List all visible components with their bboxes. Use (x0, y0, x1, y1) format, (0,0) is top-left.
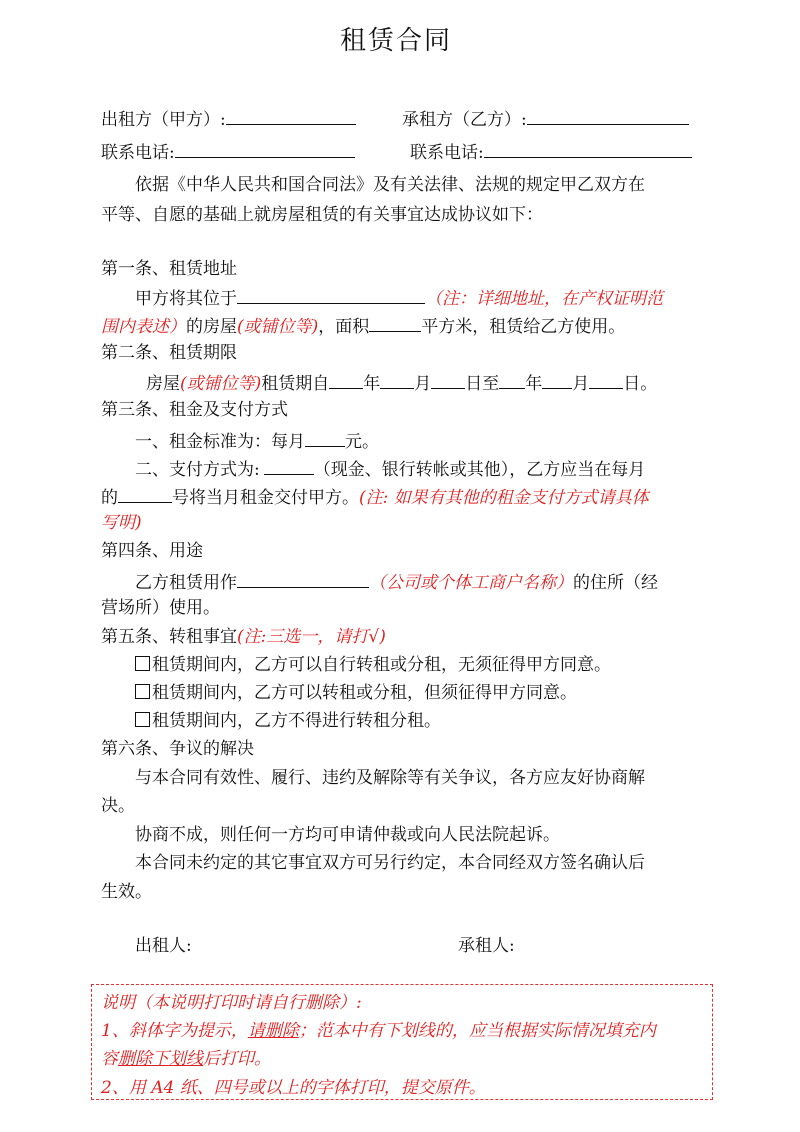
usage-line-2: 营场所）使用。 (101, 598, 220, 618)
sublease-option-2[interactable]: 租赁期间内，乙方可以转租或分租，但须征得甲方同意。 (135, 681, 577, 705)
usage-text-2: 的住所（经 (573, 573, 658, 593)
month-text: 月 (414, 374, 432, 394)
article-1-line-1 (135, 285, 663, 311)
lessor-phone-row (101, 139, 355, 165)
usage-text: 乙方租赁用作 (135, 573, 237, 593)
lessee-signature-label: 承租人: (458, 936, 515, 956)
lessee-label: 承租方（乙方）: (402, 110, 527, 130)
payment-line-1 (135, 456, 645, 482)
payment-day-text: 号将当月租金交付甲方。 (172, 488, 359, 508)
area-unit-text: 平方米，租赁给乙方使用。 (421, 317, 626, 337)
rent-text: 一、租金标准为：每月 (135, 432, 305, 452)
address-blank[interactable] (237, 285, 425, 304)
payment-desc: （现金、银行转帐或其他），乙方应当在每月 (313, 460, 646, 480)
year2-text: 年 (525, 374, 543, 394)
term-hint: (或铺位等) (180, 374, 262, 394)
article-2-line (146, 370, 657, 396)
checkbox-icon[interactable] (135, 656, 150, 671)
instruction-line-3: 2、用 A4 纸、四号或以上的字体打印，提交原件。 (101, 1078, 486, 1098)
shop-hint: (或铺位等) (237, 317, 319, 337)
start-day-blank[interactable] (431, 370, 465, 389)
sublease-option-3[interactable]: 租赁期间内，乙方不得进行转租分租。 (135, 709, 441, 733)
address-hint: （注：详细地址，在产权证明范 (425, 289, 663, 309)
start-month-blank[interactable] (380, 370, 414, 389)
lessor-phone-blank[interactable] (175, 139, 355, 158)
sublease-option-1[interactable]: 租赁期间内，乙方可以自行转租或分租，无须征得甲方同意。 (135, 653, 611, 677)
sublease-hint: (注:三选一，请打√) (237, 627, 386, 647)
dispute-line-5: 生效。 (101, 882, 152, 902)
dispute-line-2: 决。 (101, 796, 135, 816)
page-title: 租赁合同 (340, 26, 453, 56)
article-3-title: 第三条、租金及支付方式 (101, 400, 288, 420)
yuan-text: 元。 (345, 432, 379, 452)
day-text: 日。 (623, 374, 658, 394)
payment-hint: (注: 如果有其他的租金支付方式请具体 (359, 488, 649, 508)
lessee-phone-blank[interactable] (484, 139, 692, 158)
address-hint-end: 围内表述） (101, 317, 186, 337)
area-blank[interactable] (369, 313, 421, 332)
usage-blank[interactable] (237, 569, 369, 588)
article-2-title: 第二条、租赁期限 (101, 343, 237, 363)
payment-line-2 (101, 484, 649, 510)
lessee-row (402, 106, 689, 132)
usage-hint: （公司或个体工商户名称） (369, 573, 573, 593)
payment-method-blank[interactable] (264, 456, 314, 475)
year-text: 年 (363, 374, 381, 394)
rent-blank[interactable] (305, 428, 345, 447)
area-text: ，面积 (318, 317, 370, 337)
month2-text: 月 (572, 374, 590, 394)
usage-line-1 (135, 569, 658, 595)
lessor-signature-label: 出租人: (135, 936, 192, 956)
lessee-blank[interactable] (527, 106, 689, 125)
house-text: 的房屋 (186, 317, 237, 337)
lessor-blank[interactable] (226, 106, 356, 125)
end-month-blank[interactable] (542, 370, 572, 389)
payment-text: 二、支付方式为: (135, 460, 260, 480)
rent-line (135, 428, 379, 454)
lessor-phone-label: 联系电话: (101, 143, 175, 163)
end-year-blank[interactable] (499, 370, 525, 389)
checkbox-icon[interactable] (135, 712, 150, 727)
instruction-heading: 说明（本说明打印时请自行删除）: (101, 993, 362, 1013)
instruction-line-2: 容删除下划线后打印。 (101, 1049, 271, 1069)
payment-hint-end: 写明) (101, 513, 142, 533)
article-1-line-2 (101, 313, 625, 339)
lessee-phone-row (410, 139, 692, 165)
checkbox-icon[interactable] (135, 684, 150, 699)
article-5-title: 第五条、转租事宜 (101, 627, 237, 647)
term-text: 房屋 (146, 374, 180, 394)
article-1-title: 第一条、租赁地址 (101, 259, 237, 279)
term-from-text: 租赁期自 (261, 374, 330, 394)
article-6-title: 第六条、争议的解决 (101, 739, 254, 759)
lessee-phone-label: 联系电话: (410, 143, 484, 163)
article-5-title-row (101, 625, 386, 649)
intro-line-2: 平等、自愿的基础上就房屋租赁的有关事宜达成协议如下： (101, 205, 543, 225)
article-1-text: 甲方将其位于 (135, 289, 237, 309)
intro-line-1: 依据《中华人民共和国合同法》及有关法律、法规的规定甲乙双方在 (135, 175, 645, 195)
end-day-blank[interactable] (589, 370, 623, 389)
article-4-title: 第四条、用途 (101, 541, 203, 561)
start-year-blank[interactable] (329, 370, 363, 389)
dispute-line-4: 本合同未约定的其它事宜双方可另行约定，本合同经双方签名确认后 (135, 853, 645, 873)
payment-day-blank[interactable] (118, 484, 172, 503)
lessor-label: 出租方（甲方）: (101, 110, 226, 130)
payment-of-text: 的 (101, 488, 118, 508)
day-to-text: 日至 (465, 374, 500, 394)
lessor-row (101, 106, 356, 132)
dispute-line-3: 协商不成，则任何一方均可申请仲裁或向人民法院起诉。 (135, 825, 560, 845)
instruction-line-1: 1、斜体字为提示，请删除；范本中有下划线的，应当根据实际情况填充内 (101, 1021, 656, 1041)
dispute-line-1: 与本合同有效性、履行、违约及解除等有关争议，各方应友好协商解 (135, 768, 645, 788)
